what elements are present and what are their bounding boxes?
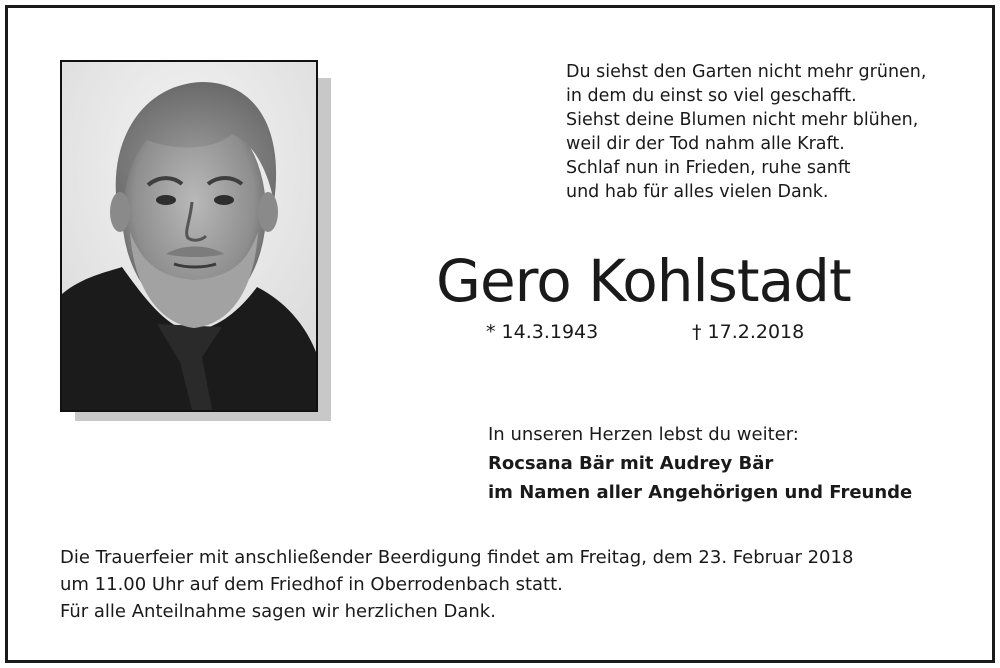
portrait-icon <box>62 62 316 410</box>
poem-line: Siehst deine Blumen nicht mehr blühen, <box>566 110 919 130</box>
relatives-line: im Namen aller Angehörigen und Freunde <box>488 482 913 503</box>
obituary-card <box>5 5 995 663</box>
birth-date: * 14.3.1943 <box>486 321 599 343</box>
notice-line: Für alle Anteilnahme sagen wir herzlichen Dank. <box>60 601 496 622</box>
mourners-block <box>488 420 912 507</box>
poem-line: Schlaf nun in Frieden, ruhe sanft <box>566 158 851 178</box>
portrait-photo <box>60 60 318 412</box>
death-date: † 17.2.2018 <box>692 321 805 343</box>
poem-line: in dem du einst so viel geschafft. <box>566 86 857 106</box>
poem-line: Du siehst den Garten nicht mehr grünen, <box>566 62 927 82</box>
memorial-poem <box>566 60 986 204</box>
poem-line: und hab für alles vielen Dank. <box>566 182 829 202</box>
mourners-names: Rocsana Bär mit Audrey Bär <box>488 453 774 474</box>
notice-line: um 11.00 Uhr auf dem Friedhof in Oberrodenbach statt. <box>60 574 563 595</box>
poem-line: weil dir der Tod nahm alle Kraft. <box>566 134 845 154</box>
closing-intro: In unseren Herzen lebst du weiter: <box>488 424 799 445</box>
notice-line: Die Trauerfeier mit anschließender Beerdigung findet am Freitag, dem 23. Februar 2018 <box>60 547 854 568</box>
funeral-notice <box>60 544 853 625</box>
deceased-name: Gero Kohlstadt <box>436 247 851 315</box>
